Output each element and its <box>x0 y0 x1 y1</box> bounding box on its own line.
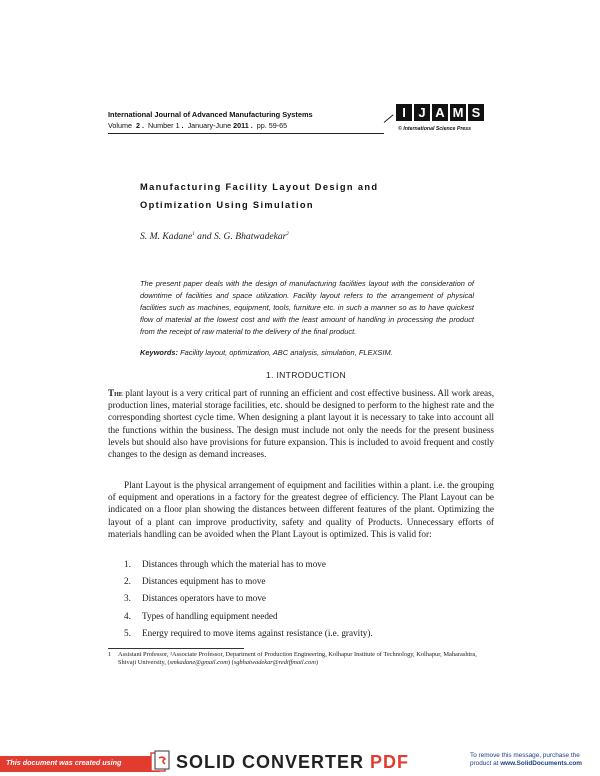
volume-value: 2 <box>135 121 140 130</box>
drop-word: The <box>108 388 123 398</box>
keywords-label: Keywords: <box>140 348 179 357</box>
journal-issue-info: Volume 2 . Number 1 . January-June 2011 . pp. 59-65 <box>108 121 288 130</box>
solid-converter-logo-icon <box>150 750 170 774</box>
list-item <box>124 627 484 644</box>
brand-pdf: PDF <box>370 752 410 772</box>
section-heading: 1. INTRODUCTION <box>266 370 346 380</box>
list-number: 3. <box>124 593 131 604</box>
banner-purchase-note <box>470 752 598 768</box>
purchase-line-1: To remove this message, purchase the <box>470 752 580 759</box>
list-number: 4. <box>124 610 131 621</box>
footnote <box>108 651 498 668</box>
list-text: Distances equipment has to move <box>142 576 266 587</box>
author-1: S. M. Kadane <box>140 231 193 242</box>
list-number: 2. <box>124 576 131 587</box>
banner-created-text: This document was created using <box>6 758 122 767</box>
ijams-logo-letter: S <box>468 104 484 121</box>
list-item <box>124 575 484 592</box>
author-2-email: sgbhatwadekar@rediffmail.com <box>233 659 316 667</box>
issue-year: 2011 <box>233 121 249 130</box>
author-conjunction: and <box>197 231 212 242</box>
list-item <box>124 592 484 609</box>
body-paragraph-2: Plant Layout is the physical arrangement of equipment and facilities within a plant. i.e. the grouping of equipment and operations in a factory for the greatest degree of efficiency. The Plant Layout can be indicated on a floor plan showing the distances between different features of the plant. Optimizing the layout of a plant can improve productivity, safety and quality of Products. Unnecessary efforts of materials handling can be avoided when the Plant Layout is optimized. This is valid for: <box>108 480 494 539</box>
number-value: 1 <box>175 121 180 130</box>
list-number: 5. <box>124 627 131 638</box>
numbered-list <box>124 558 484 644</box>
volume-label: Volume <box>108 121 132 130</box>
list-item <box>124 558 484 575</box>
list-text: Types of handling equipment needed <box>142 610 278 621</box>
list-text: Distances through which the material has to move <box>142 559 326 569</box>
body-paragraph-1 <box>108 387 494 460</box>
footnote-separator: ) ( <box>227 659 234 667</box>
header-rule <box>108 133 384 134</box>
purchase-line-2: product at <box>470 760 501 767</box>
author-1-email: smkadane@gmail.com <box>169 659 228 667</box>
publisher-copyright: © International Science Press <box>398 126 472 132</box>
authors <box>140 231 289 242</box>
purchase-link[interactable]: www.SolidDocuments.com <box>500 760 582 767</box>
list-number: 1. <box>124 559 131 569</box>
abstract: The present paper deals with the design of manufacturing facilities layout with the consideration of downtime of facilities and space utilization. Facility layout refers to the arrangement of physical facilities such as machines, equipment, tools, furniture etc. in such a manner so as to have quickest flow of material at the lowest cost and with the least amount of handling in processing the product from the receipt of raw material to the delivery of the final product. <box>140 279 474 337</box>
footnote-rule <box>108 648 244 649</box>
page-range: pp. 59-65 <box>256 121 288 130</box>
footnote-mark: 1 <box>108 651 112 658</box>
footnote-text: Assistant Professor, ²Associate Professor, Department of Production Engineering, Kolhapur Institute of Technology, Kolhapur, Maharashtra, Shivaji University, ( <box>118 651 477 667</box>
issue-date: January-June <box>187 121 232 130</box>
ijams-logo-letter: J <box>414 104 430 121</box>
list-text: Energy required to move items against resistance (i.e. gravity). <box>142 627 373 638</box>
paper-title-line-2: Optimization Using Simulation <box>140 200 314 210</box>
keywords <box>140 348 474 357</box>
footnote-end: ) <box>315 659 318 667</box>
journal-name: International Journal of Advanced Manufacturing Systems <box>108 110 313 119</box>
header-rule-slant <box>384 114 394 122</box>
keywords-list: Facility layout, optimization, ABC analysis, simulation, FLEXSIM. <box>180 348 393 357</box>
number-label: Number <box>147 121 174 130</box>
author-1-affil: 1 <box>192 231 195 237</box>
list-text: Distances operators have to move <box>142 593 266 604</box>
paragraph-text: plant layout is a very critical part of running an efficient and cost effective business. All work areas, production lines, material storage facilities, etc. should be designed to perform to the highest rate and the corresponding shortest cycle time. When designing a plant layout it is necessary to take into account all the functions within the business. The design must include not only the needs for the present business levels but should also have provisions for future expansion. This is included to avoid frequent and costly changes to the design as demand increases. <box>108 388 494 460</box>
author-2: S. G. Bhatwadekar <box>213 231 287 242</box>
ijams-logo-letter: M <box>450 104 466 121</box>
list-item <box>124 610 484 627</box>
ijams-logo-letter: A <box>432 104 448 121</box>
ijams-logo-letter: I <box>396 104 412 121</box>
paper-title-line-1: Manufacturing Facility Layout Design and <box>140 182 379 192</box>
author-2-affil: 2 <box>286 231 289 237</box>
brand-name: SOLID CONVERTER <box>176 752 365 772</box>
banner-brand <box>176 752 409 773</box>
